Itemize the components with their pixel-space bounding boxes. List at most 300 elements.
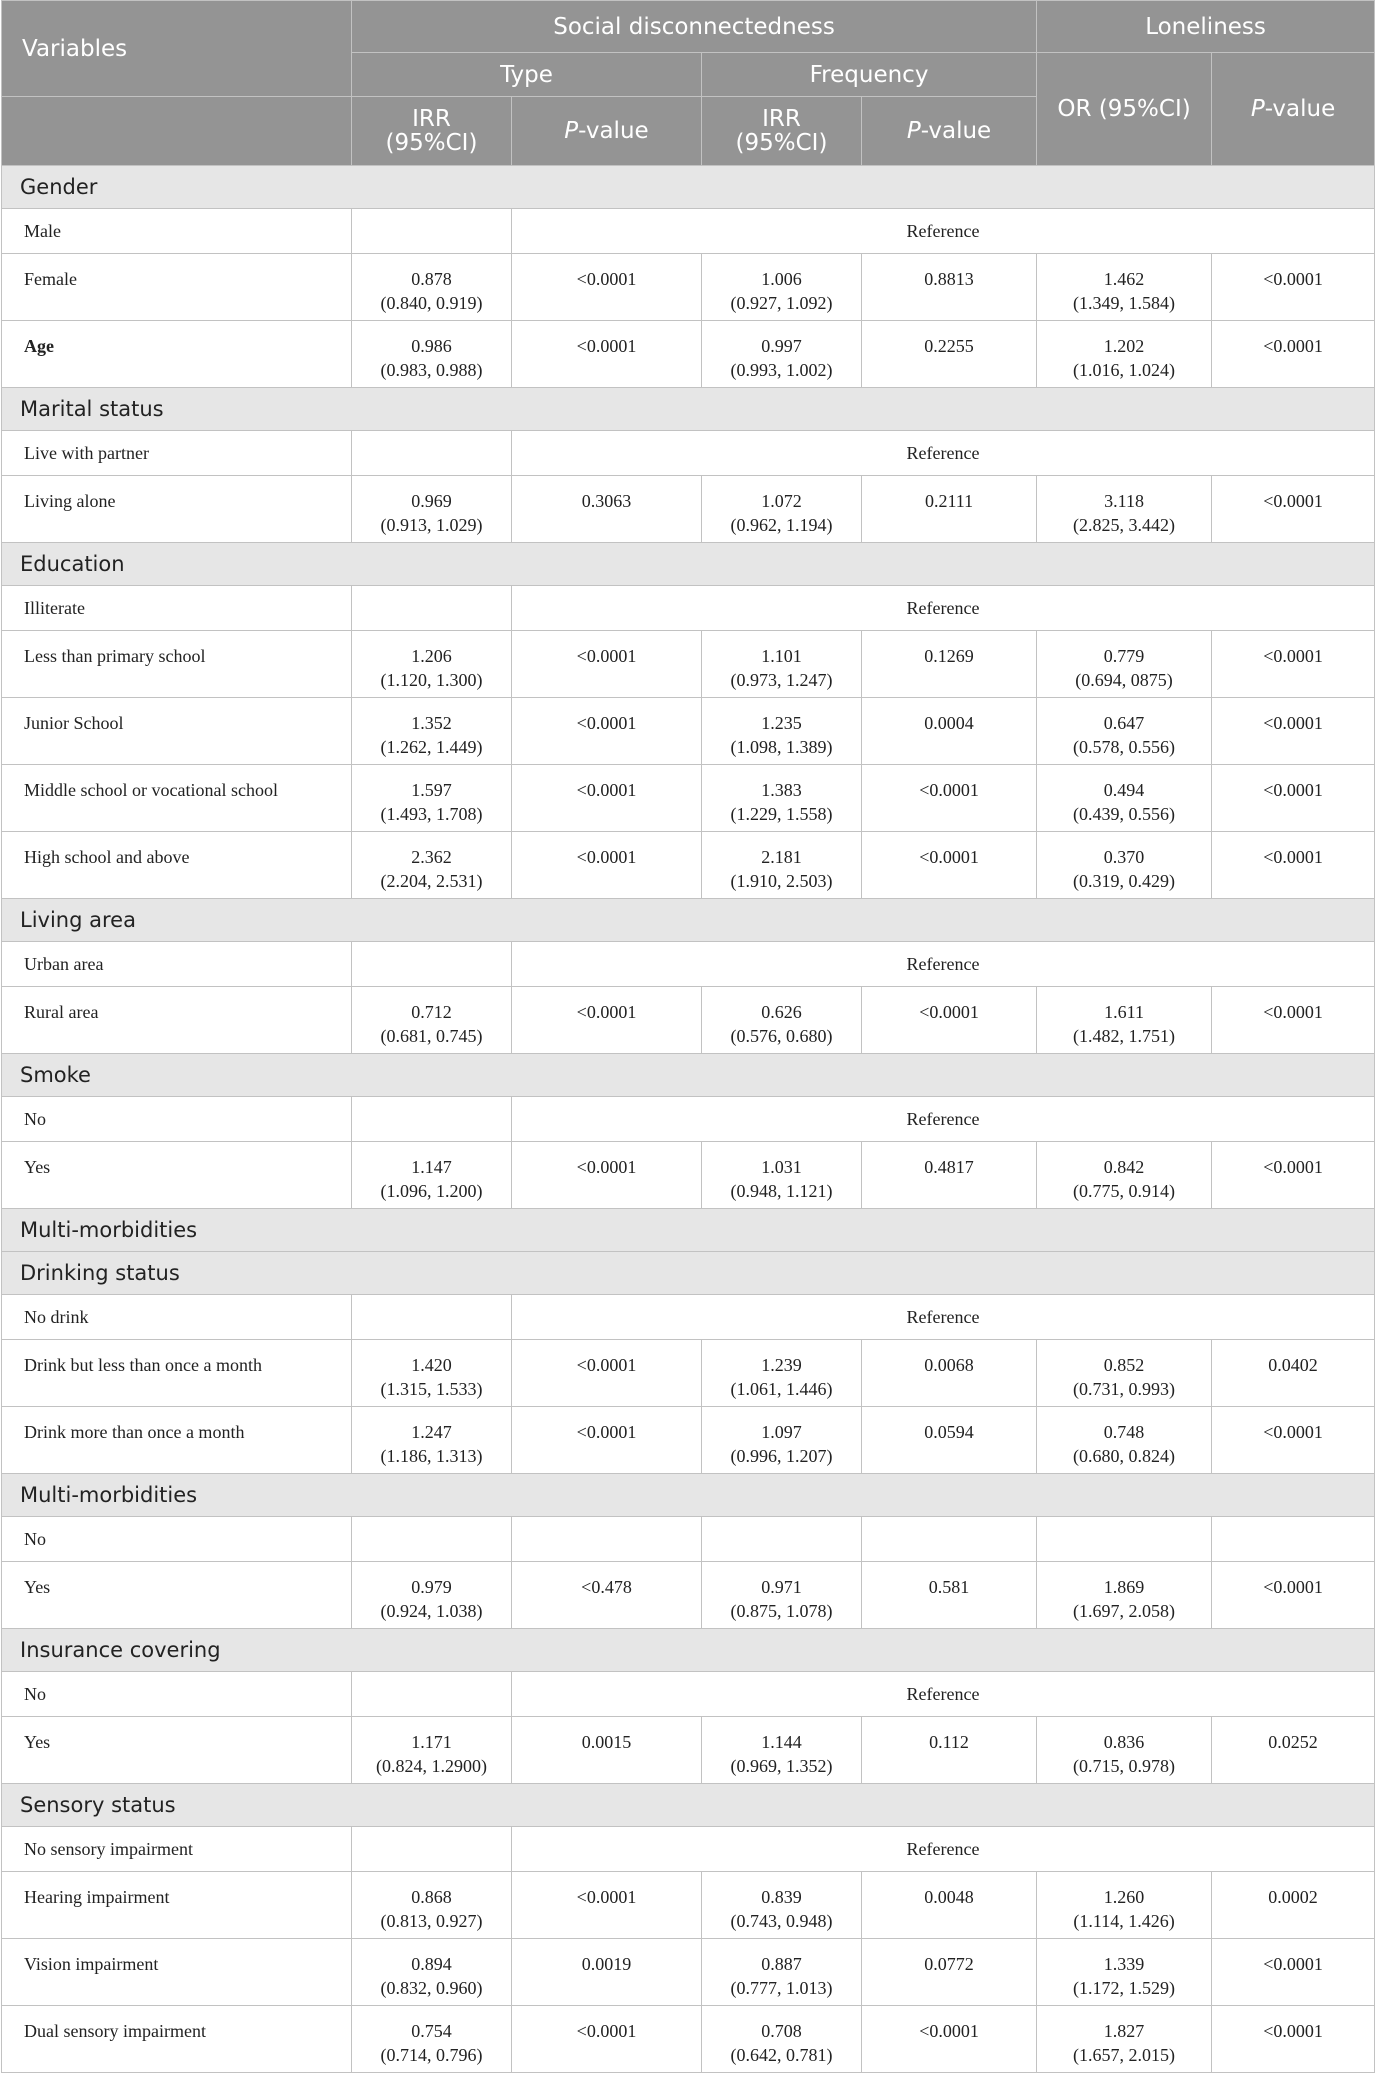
frequency-irr-ci: (0.875, 1.078) <box>730 1601 833 1621</box>
type-irr-ci: (1.120, 1.300) <box>380 670 483 690</box>
frequency-irr-cell <box>702 1407 862 1474</box>
frequency-irr-cell <box>702 631 862 698</box>
type-irr-value: 1.420 <box>411 1355 452 1375</box>
frequency-p-cell <box>862 765 1037 832</box>
type-irr-cell <box>352 321 512 388</box>
row-label: Middle school or vocational school <box>2 765 352 832</box>
type-irr-cell <box>352 631 512 698</box>
loneliness-p-cell <box>1212 698 1375 765</box>
loneliness-or-value: 0.842 <box>1103 1157 1145 1177</box>
frequency-p-cell <box>862 1340 1037 1407</box>
loneliness-or-cell <box>1037 1142 1212 1209</box>
frequency-irr-value: 0.997 <box>761 336 802 356</box>
loneliness-or-cell <box>1037 698 1212 765</box>
frequency-irr-ci: (1.061, 1.446) <box>730 1379 833 1399</box>
frequency-irr-cell <box>702 698 862 765</box>
reference-row <box>2 1827 1375 1872</box>
frequency-irr-value: 1.097 <box>761 1422 802 1442</box>
empty-cell <box>352 1517 512 1562</box>
section-header-row <box>2 388 1375 431</box>
loneliness-or-cell <box>1037 987 1212 1054</box>
frequency-irr-ci: (0.969, 1.352) <box>730 1756 833 1776</box>
type-irr-ci: (0.681, 0.745) <box>380 1026 483 1046</box>
type-irr-value: 1.352 <box>411 713 452 733</box>
frequency-irr-value: 2.181 <box>761 847 802 867</box>
frequency-irr-ci: (0.927, 1.092) <box>730 293 833 313</box>
loneliness-or-value: 0.370 <box>1103 847 1145 867</box>
type-p-cell <box>512 1872 702 1939</box>
frequency-irr-value: 1.144 <box>761 1732 802 1752</box>
loneliness-p-value: <0.0001 <box>1263 847 1323 867</box>
table-row <box>2 2006 1375 2073</box>
row-label: No <box>2 1672 352 1717</box>
section-title: Marital status <box>2 388 1375 431</box>
loneliness-p-cell <box>1212 321 1375 388</box>
type-irr-value: 1.206 <box>411 646 452 666</box>
row-label: Yes <box>2 1562 352 1629</box>
reference-row <box>2 209 1375 254</box>
section-header-row <box>2 1252 1375 1295</box>
loneliness-p-value: <0.0001 <box>1263 2021 1323 2041</box>
loneliness-or-ci: (1.172, 1.529) <box>1073 1978 1176 1998</box>
frequency-irr-ci: (1.098, 1.389) <box>730 737 833 757</box>
type-irr-cell <box>352 1407 512 1474</box>
frequency-irr-value: 1.101 <box>761 646 802 666</box>
table-row <box>2 631 1375 698</box>
frequency-irr-value: 1.235 <box>761 713 802 733</box>
table-row <box>2 1407 1375 1474</box>
frequency-p-cell <box>862 698 1037 765</box>
table-row <box>2 1562 1375 1629</box>
table-row <box>2 1142 1375 1209</box>
section-title: Living area <box>2 899 1375 942</box>
frequency-p-cell <box>862 832 1037 899</box>
table-row <box>2 1939 1375 2006</box>
loneliness-p-value: <0.0001 <box>1263 1954 1323 1974</box>
loneliness-or-ci: (0.439, 0.556) <box>1073 804 1176 824</box>
type-p-cell <box>512 631 702 698</box>
header-frequency: Frequency <box>702 53 1037 97</box>
type-irr-value: 1.171 <box>411 1732 452 1752</box>
frequency-p-value: <0.0001 <box>919 780 979 800</box>
p-italic: P <box>564 118 579 144</box>
type-p-cell <box>512 1407 702 1474</box>
section-header-row <box>2 1054 1375 1097</box>
frequency-irr-ci: (1.910, 2.503) <box>730 871 833 891</box>
table-row <box>2 1872 1375 1939</box>
type-p-value: <0.0001 <box>576 269 637 289</box>
frequency-p-value: 0.0048 <box>924 1887 974 1907</box>
frequency-p-cell <box>862 631 1037 698</box>
frequency-p-value: 0.581 <box>928 1577 970 1597</box>
type-irr-ci: (1.262, 1.449) <box>380 737 483 757</box>
loneliness-or-value: 1.202 <box>1103 336 1145 356</box>
type-irr-value: 2.362 <box>411 847 452 867</box>
frequency-irr-value: 1.031 <box>761 1157 802 1177</box>
loneliness-p-cell <box>1212 1872 1375 1939</box>
empty-cell <box>352 1672 512 1717</box>
loneliness-p-cell <box>1212 987 1375 1054</box>
empty-cell <box>702 1517 862 1562</box>
loneliness-p-value: <0.0001 <box>1263 646 1323 666</box>
type-p-cell <box>512 1717 702 1784</box>
frequency-p-cell <box>862 1872 1037 1939</box>
reference-row <box>2 431 1375 476</box>
frequency-irr-ci: (0.642, 0.781) <box>730 2045 833 2065</box>
type-irr-cell <box>352 832 512 899</box>
frequency-irr-ci: (0.948, 1.121) <box>730 1181 833 1201</box>
table-row <box>2 254 1375 321</box>
type-irr-cell <box>352 1142 512 1209</box>
loneliness-or-value: 0.494 <box>1103 780 1145 800</box>
loneliness-or-cell <box>1037 476 1212 543</box>
type-irr-cell <box>352 1717 512 1784</box>
type-irr-value: 1.247 <box>411 1422 452 1442</box>
loneliness-or-ci: (0.680, 0.824) <box>1073 1446 1176 1466</box>
loneliness-or-cell <box>1037 1562 1212 1629</box>
irr-ci-label: (95%CI) <box>385 130 478 156</box>
type-p-cell <box>512 1142 702 1209</box>
frequency-irr-ci: (1.229, 1.558) <box>730 804 833 824</box>
type-p-cell <box>512 698 702 765</box>
frequency-p-cell <box>862 1407 1037 1474</box>
row-label: High school and above <box>2 832 352 899</box>
frequency-irr-value: 0.887 <box>761 1954 802 1974</box>
row-label: Dual sensory impairment <box>2 2006 352 2073</box>
p-suffix: -value <box>1264 96 1336 122</box>
type-p-value: <0.0001 <box>576 646 637 666</box>
reference-label: Reference <box>512 586 1375 631</box>
loneliness-or-ci: (0.694, 0875) <box>1075 670 1173 690</box>
row-label: Male <box>2 209 352 254</box>
loneliness-p-value: <0.0001 <box>1263 1002 1323 1022</box>
p-italic: P <box>906 118 921 144</box>
irr-label: IRR <box>762 106 801 132</box>
type-p-value: <0.0001 <box>576 713 637 733</box>
empty-cell <box>512 1517 702 1562</box>
type-irr-value: 0.754 <box>411 2021 452 2041</box>
loneliness-or-cell <box>1037 1939 1212 2006</box>
type-p-value: 0.0019 <box>581 1954 632 1974</box>
type-irr-value: 0.894 <box>411 1954 452 1974</box>
type-p-cell <box>512 1939 702 2006</box>
section-title: Sensory status <box>2 1784 1375 1827</box>
loneliness-p-value: <0.0001 <box>1263 780 1323 800</box>
frequency-p-cell <box>862 1939 1037 2006</box>
type-p-cell <box>512 765 702 832</box>
loneliness-or-value: 0.748 <box>1103 1422 1145 1442</box>
loneliness-or-cell <box>1037 1407 1212 1474</box>
table-row <box>2 1717 1375 1784</box>
type-p-value: <0.0001 <box>576 1887 637 1907</box>
row-label: Illiterate <box>2 586 352 631</box>
frequency-p-value: 0.4817 <box>924 1157 974 1177</box>
p-italic: P <box>1250 96 1265 122</box>
loneliness-or-value: 1.339 <box>1103 1954 1145 1974</box>
loneliness-or-ci: (0.319, 0.429) <box>1073 871 1176 891</box>
empty-cell <box>352 1097 512 1142</box>
type-irr-value: 0.986 <box>411 336 452 356</box>
section-title: Insurance covering <box>2 1629 1375 1672</box>
frequency-p-cell <box>862 254 1037 321</box>
results-table <box>1 0 1375 2073</box>
type-p-value: <0.0001 <box>576 780 637 800</box>
row-label: Living alone <box>2 476 352 543</box>
frequency-irr-value: 0.708 <box>761 2021 802 2041</box>
loneliness-or-ci: (1.482, 1.751) <box>1073 1026 1176 1046</box>
type-irr-cell <box>352 698 512 765</box>
frequency-p-cell <box>862 1562 1037 1629</box>
type-p-cell <box>512 254 702 321</box>
section-header-row <box>2 543 1375 586</box>
loneliness-p-value: <0.0001 <box>1263 269 1323 289</box>
header-variables-blank <box>2 97 352 166</box>
frequency-p-value: 0.1269 <box>924 646 974 666</box>
loneliness-p-cell <box>1212 1717 1375 1784</box>
type-p-value: <0.0001 <box>576 336 637 356</box>
loneliness-or-value: 3.118 <box>1104 491 1144 511</box>
reference-label: Reference <box>512 431 1375 476</box>
loneliness-p-cell <box>1212 765 1375 832</box>
type-irr-ci: (0.913, 1.029) <box>380 515 483 535</box>
row-label: Hearing impairment <box>2 1872 352 1939</box>
empty-cell <box>862 1517 1037 1562</box>
loneliness-p-value: <0.0001 <box>1263 1422 1323 1442</box>
frequency-p-value: 0.2111 <box>924 491 974 511</box>
frequency-p-cell <box>862 476 1037 543</box>
type-p-value: <0.0001 <box>576 847 637 867</box>
type-irr-cell <box>352 1872 512 1939</box>
type-irr-ci: (0.983, 0.988) <box>380 360 483 380</box>
loneliness-or-value: 1.260 <box>1103 1887 1145 1907</box>
loneliness-p-cell <box>1212 1407 1375 1474</box>
loneliness-p-value: <0.0001 <box>1263 336 1323 356</box>
frequency-irr-cell <box>702 832 862 899</box>
type-irr-value: 0.979 <box>411 1577 452 1597</box>
frequency-irr-cell <box>702 254 862 321</box>
loneliness-or-value: 0.852 <box>1103 1355 1145 1375</box>
row-label: No <box>2 1517 352 1562</box>
loneliness-p-value: <0.0001 <box>1263 491 1323 511</box>
loneliness-or-cell <box>1037 1872 1212 1939</box>
table-row <box>2 987 1375 1054</box>
type-irr-value: 0.969 <box>411 491 452 511</box>
type-irr-ci: (0.832, 0.960) <box>380 1978 483 1998</box>
frequency-p-value: <0.0001 <box>919 2021 979 2041</box>
empty-cell <box>1037 1517 1212 1562</box>
frequency-irr-cell <box>702 1142 862 1209</box>
frequency-p-value: 0.8813 <box>924 269 974 289</box>
section-title: Education <box>2 543 1375 586</box>
header-or-ci: OR (95%CI) <box>1037 53 1212 166</box>
loneliness-or-cell <box>1037 832 1212 899</box>
type-irr-cell <box>352 254 512 321</box>
empty-row <box>2 1517 1375 1562</box>
frequency-p-value: <0.0001 <box>919 1002 979 1022</box>
loneliness-or-ci: (2.825, 3.442) <box>1073 515 1176 535</box>
table-row <box>2 476 1375 543</box>
type-irr-ci: (0.924, 1.038) <box>380 1601 483 1621</box>
row-label: Drink but less than once a month <box>2 1340 352 1407</box>
row-label: Yes <box>2 1717 352 1784</box>
p-suffix: -value <box>920 118 992 144</box>
type-p-cell <box>512 321 702 388</box>
reference-row <box>2 1097 1375 1142</box>
frequency-irr-cell <box>702 2006 862 2073</box>
type-p-cell <box>512 987 702 1054</box>
frequency-p-value: 0.0068 <box>924 1355 974 1375</box>
frequency-irr-value: 1.072 <box>761 491 802 511</box>
type-p-value: 0.3063 <box>581 491 632 511</box>
row-label: Yes <box>2 1142 352 1209</box>
reference-row <box>2 1295 1375 1340</box>
row-label: Urban area <box>2 942 352 987</box>
section-header-row <box>2 1629 1375 1672</box>
empty-cell <box>352 942 512 987</box>
row-label: Drink more than once a month <box>2 1407 352 1474</box>
loneliness-or-value: 0.836 <box>1103 1732 1145 1752</box>
frequency-p-cell <box>862 2006 1037 2073</box>
frequency-irr-value: 1.006 <box>761 269 802 289</box>
type-irr-ci: (0.714, 0.796) <box>380 2045 483 2065</box>
section-header-row <box>2 1784 1375 1827</box>
loneliness-p-value: <0.0001 <box>1263 713 1323 733</box>
empty-cell <box>352 209 512 254</box>
loneliness-or-value: 1.869 <box>1103 1577 1145 1597</box>
type-p-value: <0.0001 <box>576 2021 637 2041</box>
loneliness-p-cell <box>1212 476 1375 543</box>
type-irr-value: 0.878 <box>411 269 452 289</box>
type-irr-ci: (2.204, 2.531) <box>380 871 483 891</box>
empty-cell <box>352 1827 512 1872</box>
type-irr-cell <box>352 1340 512 1407</box>
empty-cell <box>1212 1517 1375 1562</box>
frequency-p-cell <box>862 1717 1037 1784</box>
table-body <box>2 166 1375 2073</box>
type-p-value: 0.0015 <box>581 1732 632 1752</box>
type-irr-value: 0.712 <box>411 1002 452 1022</box>
header-type-irr <box>352 97 512 166</box>
frequency-irr-ci: (0.743, 0.948) <box>730 1911 833 1931</box>
frequency-p-cell <box>862 321 1037 388</box>
frequency-p-cell <box>862 1142 1037 1209</box>
loneliness-p-cell <box>1212 1562 1375 1629</box>
row-label: Age <box>2 321 352 388</box>
type-irr-value: 0.868 <box>411 1887 452 1907</box>
frequency-p-value: 0.2255 <box>924 336 974 356</box>
irr-ci-label: (95%CI) <box>735 130 828 156</box>
empty-cell <box>352 431 512 476</box>
type-p-cell <box>512 1340 702 1407</box>
reference-label: Reference <box>512 1097 1375 1142</box>
loneliness-p-value: <0.0001 <box>1263 1577 1323 1597</box>
frequency-irr-cell <box>702 1340 862 1407</box>
reference-row <box>2 1672 1375 1717</box>
frequency-irr-cell <box>702 476 862 543</box>
header-frequency-p <box>862 97 1037 166</box>
frequency-irr-ci: (0.973, 1.247) <box>730 670 833 690</box>
section-header-row <box>2 899 1375 942</box>
reference-label: Reference <box>512 1827 1375 1872</box>
reference-label: Reference <box>512 1295 1375 1340</box>
type-irr-cell <box>352 1562 512 1629</box>
loneliness-or-cell <box>1037 321 1212 388</box>
type-irr-value: 1.597 <box>411 780 452 800</box>
section-title: Smoke <box>2 1054 1375 1097</box>
frequency-irr-ci: (0.993, 1.002) <box>730 360 833 380</box>
table-row <box>2 765 1375 832</box>
header-social-disconnectedness: Social disconnectedness <box>352 1 1037 53</box>
loneliness-or-cell <box>1037 2006 1212 2073</box>
type-irr-ci: (1.315, 1.533) <box>380 1379 483 1399</box>
section-header-row <box>2 1474 1375 1517</box>
frequency-irr-cell <box>702 1872 862 1939</box>
loneliness-or-cell <box>1037 254 1212 321</box>
frequency-p-value: 0.0594 <box>924 1422 974 1442</box>
p-suffix: -value <box>578 118 649 144</box>
reference-row <box>2 942 1375 987</box>
loneliness-or-value: 1.827 <box>1103 2021 1145 2041</box>
frequency-irr-value: 0.626 <box>761 1002 802 1022</box>
loneliness-or-ci: (1.657, 2.015) <box>1073 2045 1176 2065</box>
loneliness-or-value: 0.779 <box>1103 646 1145 666</box>
header-variables: Variables <box>2 1 352 97</box>
section-title: Multi-morbidities <box>2 1209 1375 1252</box>
loneliness-p-cell <box>1212 1939 1375 2006</box>
frequency-irr-ci: (0.962, 1.194) <box>730 515 833 535</box>
row-label: Junior School <box>2 698 352 765</box>
type-p-value: <0.0001 <box>576 1157 637 1177</box>
type-irr-value: 1.147 <box>411 1157 452 1177</box>
irr-label: IRR <box>412 106 451 132</box>
frequency-irr-value: 1.239 <box>761 1355 802 1375</box>
loneliness-or-ci: (0.715, 0.978) <box>1073 1756 1176 1776</box>
header-loneliness: Loneliness <box>1037 1 1375 53</box>
type-irr-ci: (0.824, 1.2900) <box>376 1756 487 1776</box>
frequency-irr-cell <box>702 1717 862 1784</box>
loneliness-or-ci: (1.697, 2.058) <box>1073 1601 1176 1621</box>
loneliness-p-cell <box>1212 254 1375 321</box>
type-p-value: <0.0001 <box>576 1422 637 1442</box>
reference-label: Reference <box>512 942 1375 987</box>
type-p-cell <box>512 832 702 899</box>
type-irr-ci: (1.096, 1.200) <box>380 1181 483 1201</box>
section-title: Multi-morbidities <box>2 1474 1375 1517</box>
type-p-cell <box>512 1562 702 1629</box>
type-p-value: <0.0001 <box>576 1002 637 1022</box>
row-label: Rural area <box>2 987 352 1054</box>
frequency-irr-value: 0.839 <box>761 1887 802 1907</box>
type-p-value: <0.478 <box>581 1577 632 1597</box>
type-irr-cell <box>352 2006 512 2073</box>
loneliness-or-cell <box>1037 1717 1212 1784</box>
table-header <box>2 1 1375 166</box>
loneliness-p-cell <box>1212 1142 1375 1209</box>
loneliness-p-value: <0.0001 <box>1263 1157 1323 1177</box>
loneliness-p-value: 0.0252 <box>1268 1732 1318 1752</box>
row-label: No <box>2 1097 352 1142</box>
section-title: Drinking status <box>2 1252 1375 1295</box>
type-irr-cell <box>352 476 512 543</box>
frequency-p-value: 0.0772 <box>924 1954 974 1974</box>
loneliness-or-value: 0.647 <box>1103 713 1145 733</box>
frequency-irr-ci: (0.576, 0.680) <box>730 1026 833 1046</box>
row-label: Live with partner <box>2 431 352 476</box>
frequency-irr-ci: (0.996, 1.207) <box>730 1446 833 1466</box>
type-p-value: <0.0001 <box>576 1355 637 1375</box>
table-row <box>2 1340 1375 1407</box>
type-irr-cell <box>352 1939 512 2006</box>
